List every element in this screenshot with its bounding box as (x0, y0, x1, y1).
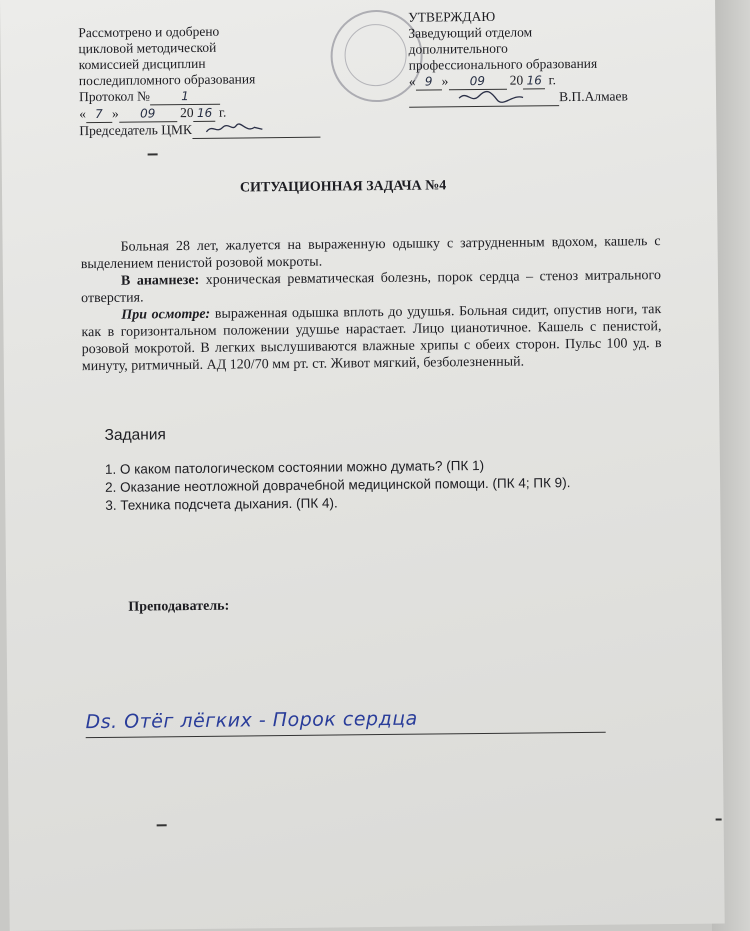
right-date-year-prefix: 20 (509, 72, 524, 88)
approval-left-line2: цикловой методической (78, 39, 217, 57)
director-signature (457, 89, 527, 104)
left-date-year-field (193, 105, 215, 122)
signatory-signature-field (409, 89, 559, 108)
approval-right-line3: профессионального образования (408, 55, 598, 73)
teacher-label: Преподаватель: (128, 598, 230, 615)
right-date-year: 16 (526, 73, 542, 88)
chair-signature (204, 121, 264, 136)
tasks-list (105, 456, 571, 515)
approval-left-block (78, 22, 359, 140)
task-item: 2. Оказание неотложной доврачебной медицинской помощи. (ПК 4; ПК 9). (105, 475, 571, 495)
chair-label: Председатель ЦМК (79, 121, 193, 139)
right-date-month-field (448, 73, 506, 91)
exam-paragraph (81, 301, 662, 375)
right-date-month: 09 (469, 73, 486, 89)
mark-dash (157, 824, 167, 826)
protocol-number: 1 (181, 89, 189, 104)
task-item: 1. О каком патологическом состоянии можно думать? (ПК 1) (104, 457, 485, 477)
protocol-label: Протокол № (78, 88, 151, 105)
chair-line (79, 120, 359, 140)
left-date-month-field (119, 105, 177, 123)
diagnosis-line (85, 706, 605, 738)
right-date-year-field (523, 72, 545, 89)
left-date-year: 16 (196, 105, 213, 120)
approve-label: УТВЕРЖДАЮ (408, 8, 496, 25)
protocol-number-field (150, 88, 220, 106)
signatory-name: В.П.Алмаев (558, 88, 628, 105)
page-title: СИТУАЦИОННАЯ ЗАДАЧА №4 (239, 178, 447, 196)
mark-dash (716, 818, 722, 820)
left-date-month: 09 (139, 106, 156, 121)
left-date-suffix: г. (218, 104, 227, 120)
approval-right-block (408, 7, 699, 108)
anamnesis-label: В анамнезе: (120, 272, 200, 289)
approval-right-line2: дополнительного (408, 40, 508, 57)
complaint-paragraph: Больная 28 лет, жалуется на выраженную одышку с затрудненным вдохом, кашель с выделением пенистой розовой мокроты. (80, 234, 661, 273)
right-date-suffix: г. (548, 72, 557, 88)
approval-left-line3: комиссией дисциплин (78, 55, 206, 73)
case-text (81, 233, 662, 375)
left-date-year-prefix: 20 (179, 104, 194, 121)
left-date-open: « (79, 106, 87, 122)
right-date-day-field (416, 73, 442, 90)
task-item: 3. Техника подсчета дыхания. (ПК 4). (105, 495, 338, 513)
chair-signature-field (192, 121, 320, 139)
approval-left-line4: последипломного образования (78, 71, 256, 89)
tasks-heading: Задания (104, 426, 166, 444)
exam-label: При осмотре: (121, 306, 211, 323)
right-date-open: « (408, 73, 416, 89)
mark-dash (148, 153, 158, 155)
right-date-day: 9 (424, 74, 433, 89)
anamnesis-text: хроническая ревматическая болезнь, порок сердца – стеноз митрального отверстия. (81, 268, 662, 307)
approval-right-line1: Заведующий отделом (408, 24, 533, 41)
approval-left-line1: Рассмотрено и одобрено (78, 23, 220, 41)
left-date-day: 7 (95, 106, 103, 122)
left-date-close: » (111, 105, 119, 121)
right-date-close: » (441, 73, 449, 89)
handwritten-diagnosis: Ds. Отёг лёгких - Порок сердца (85, 707, 418, 734)
left-date-day-field (86, 106, 112, 123)
signatory-line (409, 88, 699, 108)
exam-text: выраженная одышка вплоть до удушья. Больная сидит, опустив ноги, так как в горизонтальном положении удушье нарастает. Лицо цианотичное. Кашель с пенистой, розовой мокротой. В легких выслушиваются влажные хрипы с обеих сторон. Пульс 100 уд. в минуту, ритмичный. АД 120/70 мм рт. ст. Живот мягкий, безболезненный. (81, 302, 662, 375)
